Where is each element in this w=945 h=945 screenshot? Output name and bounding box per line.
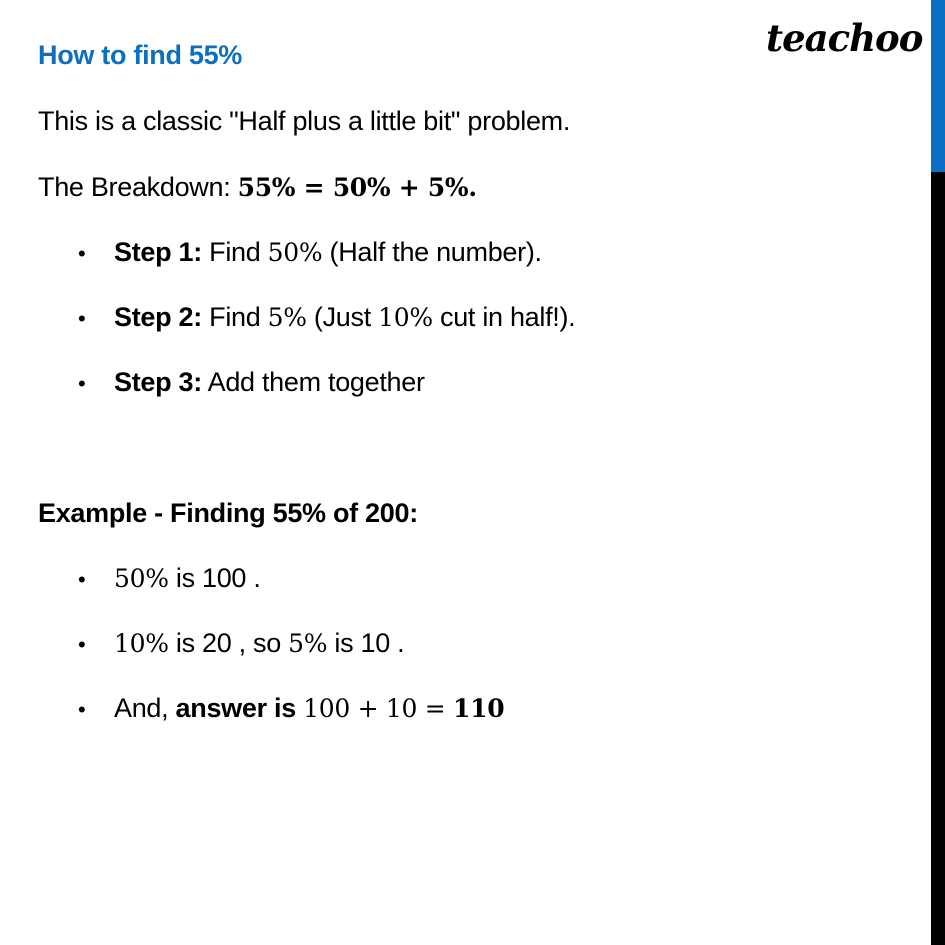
example-item-2 (78, 628, 404, 659)
answer-label: answer is (175, 693, 304, 723)
breakdown-label: The Breakdown: (38, 172, 238, 202)
answer-value: 110 (453, 694, 505, 723)
bullet-icon: • (78, 371, 86, 396)
teachoo-logo: teachoo (766, 16, 923, 60)
example-title: Example - Finding 55% of 200: (38, 498, 418, 528)
bullet-icon: • (78, 697, 86, 722)
example-item-1 (78, 563, 261, 594)
answer-equation: 100 + 10 = (303, 694, 454, 723)
breakdown-line (38, 172, 477, 203)
example-math: 50% (114, 564, 169, 593)
step-math: 5% (267, 303, 307, 332)
example-text: is 20 , so (168, 628, 289, 658)
example-math: 10% (114, 629, 169, 658)
step-label: Step 2: (114, 302, 202, 332)
intro-text: This is a classic "Half plus a little bit" problem. (38, 106, 571, 136)
bullet-icon: • (78, 241, 86, 266)
step-text: Find (201, 237, 268, 267)
bullet-icon: • (78, 567, 86, 592)
slide-heading: How to find 55% (38, 40, 242, 70)
step-label: Step 1: (114, 237, 202, 267)
example-text: is 100 . (168, 563, 261, 593)
step-math: 50% (267, 238, 323, 267)
step-label: Step 3: (114, 367, 202, 397)
bullet-icon: • (78, 306, 86, 331)
sidebar-accent-black (931, 172, 945, 945)
step-1 (78, 237, 542, 268)
step-text: (Half the number). (322, 237, 542, 267)
sidebar-accent-blue (931, 0, 945, 172)
step-3 (78, 367, 425, 398)
step-2 (78, 302, 575, 333)
example-text: And, (114, 693, 176, 723)
breakdown-equation: 55% = 50% + 5%. (237, 173, 477, 202)
example-text: is 10 . (327, 628, 405, 658)
step-text: Add them together (201, 367, 425, 397)
step-text: (Just (306, 302, 379, 332)
example-math: 5% (288, 629, 328, 658)
bullet-icon: • (78, 632, 86, 657)
example-item-3 (78, 693, 504, 724)
step-text: Find (201, 302, 268, 332)
step-math: 10% (378, 303, 433, 332)
step-text: cut in half!). (432, 302, 576, 332)
